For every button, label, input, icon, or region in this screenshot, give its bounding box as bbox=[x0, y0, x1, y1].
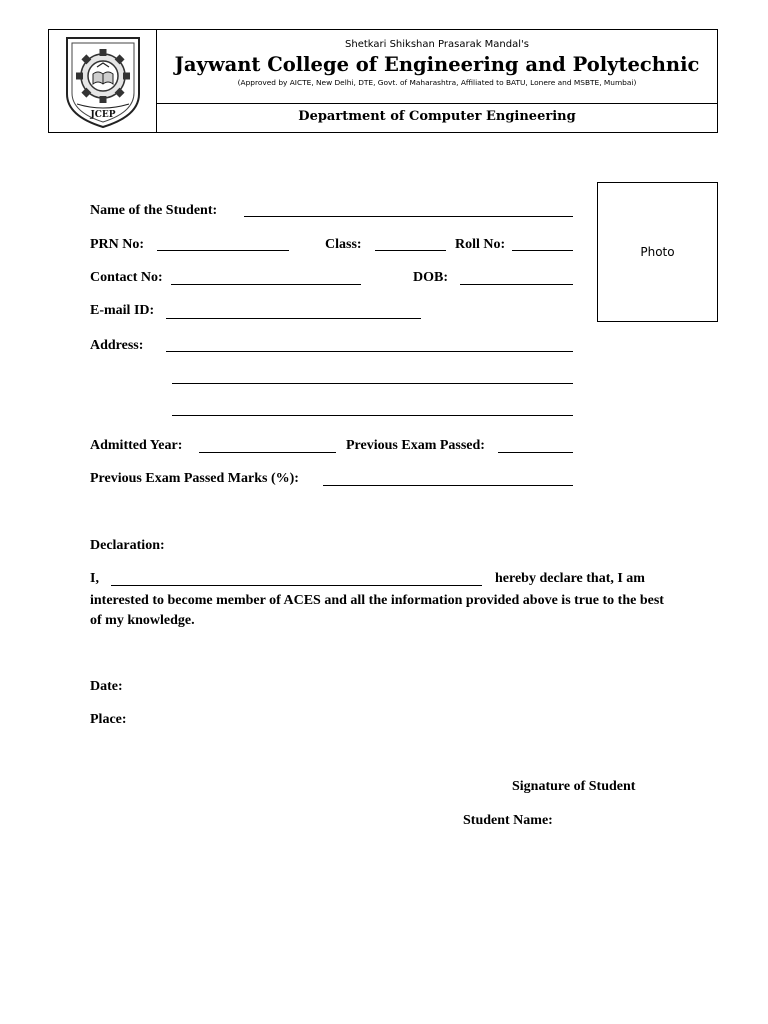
approval-line: (Approved by AICTE, New Delhi, DTE, Govt. of Maharashtra, Affiliated to BATU, Lonere and MSBTE, Mumbai) bbox=[237, 78, 637, 87]
dob-label: DOB: bbox=[413, 270, 448, 285]
email-label: E-mail ID: bbox=[90, 303, 155, 318]
declaration-prefix: I, bbox=[90, 571, 99, 586]
declaration-suffix: hereby declare that, I am bbox=[495, 571, 645, 586]
address-line-1[interactable] bbox=[166, 351, 573, 352]
roll-no-blank[interactable] bbox=[512, 250, 573, 251]
photo-label: Photo bbox=[640, 245, 675, 259]
prn-label: PRN No: bbox=[90, 237, 145, 252]
address-line-3[interactable] bbox=[172, 415, 573, 416]
declarant-name-blank[interactable] bbox=[111, 585, 482, 586]
society-name: Shetkari Shikshan Prasarak Mandal's bbox=[345, 39, 529, 50]
title-cell bbox=[157, 30, 717, 104]
class-blank[interactable] bbox=[375, 250, 446, 251]
form-header bbox=[48, 29, 718, 133]
declaration-text: interested to become member of ACES and all the information provided above is true to the best of my knowledge. bbox=[90, 593, 664, 628]
address-line-2[interactable] bbox=[172, 383, 573, 384]
previous-marks-label: Previous Exam Passed Marks (%): bbox=[90, 471, 299, 486]
college-logo-icon bbox=[63, 34, 143, 130]
previous-exam-blank[interactable] bbox=[498, 452, 573, 453]
student-name-blank[interactable] bbox=[244, 216, 573, 217]
previous-marks-blank[interactable] bbox=[323, 485, 573, 486]
student-name-footer-label: Student Name: bbox=[463, 813, 553, 828]
admitted-year-label: Admitted Year: bbox=[90, 438, 183, 453]
contact-no-label: Contact No: bbox=[90, 270, 163, 285]
college-name: Jaywant College of Engineering and Polytechnic bbox=[174, 53, 700, 76]
prn-blank[interactable] bbox=[157, 250, 289, 251]
date-label: Date: bbox=[90, 679, 123, 694]
dob-blank[interactable] bbox=[460, 284, 573, 285]
logo-text: JCEP bbox=[90, 110, 116, 120]
signature-label: Signature of Student bbox=[512, 779, 636, 794]
email-blank[interactable] bbox=[166, 318, 421, 319]
logo-cell bbox=[49, 30, 157, 132]
admitted-year-blank[interactable] bbox=[199, 452, 336, 453]
student-name-label: Name of the Student: bbox=[90, 203, 218, 218]
department-cell bbox=[157, 103, 717, 132]
address-label: Address: bbox=[90, 338, 144, 353]
place-label: Place: bbox=[90, 712, 127, 727]
photo-box bbox=[597, 182, 718, 322]
previous-exam-label: Previous Exam Passed: bbox=[346, 438, 485, 453]
class-label: Class: bbox=[325, 237, 362, 252]
contact-no-blank[interactable] bbox=[171, 284, 361, 285]
roll-no-label: Roll No: bbox=[455, 237, 506, 252]
declaration-heading: Declaration: bbox=[90, 538, 165, 553]
department-name: Department of Computer Engineering bbox=[298, 109, 576, 124]
